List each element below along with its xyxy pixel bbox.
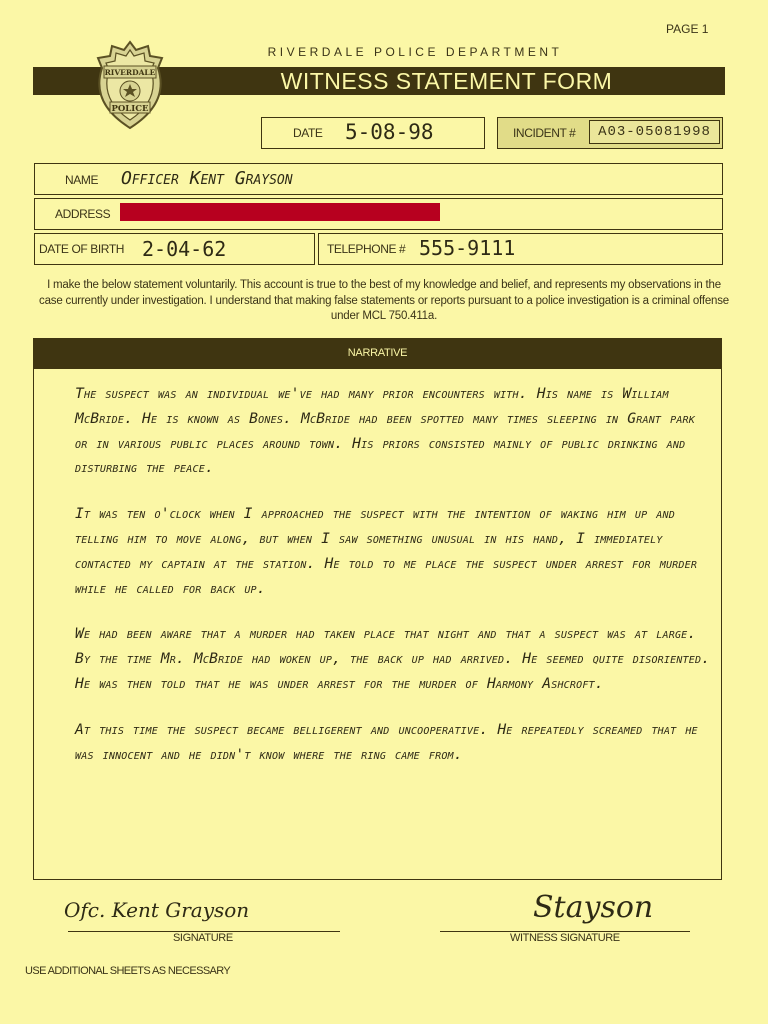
- signature-label: SIGNATURE: [173, 932, 233, 944]
- footer-note: USE ADDITIONAL SHEETS AS NECESSARY: [25, 965, 231, 977]
- svg-text:POLICE: POLICE: [111, 104, 149, 114]
- incident-number: A03-05081998: [598, 124, 711, 140]
- address-redaction: [120, 203, 440, 221]
- narrative-paragraph: We had been aware that a murder had taken place that night and that a suspect was at large. By the time Mr. McBride had woken up, the back up had arrived. He seemed quite disoriented. He was then told that he was under arrest for the murder of Harmony Ashcroft.: [75, 625, 711, 692]
- narrative-paragraph: The suspect was an individual we've had many prior encounters with. His name is William McBride. He is known as Bones. McBride had been spotted many times sleeping in Grant park or in various public places around town. His priors consisted mainly of public drinking and disturbing the peace.: [75, 385, 696, 477]
- narrative-paragraph: It was ten o'clock when I approached the suspect with the intention of waking him up and telling him to move along, but when I saw something unusual in his hand, I immediately contacted my captain at the station. He told to me place the suspect under arrest for murder while he called for back up.: [75, 505, 698, 597]
- narrative-text: [75, 382, 715, 788]
- dob-value: 2-04-62: [142, 237, 227, 261]
- address-label: ADDRESS: [55, 207, 111, 221]
- narrative-heading: NARRATIVE: [33, 338, 722, 369]
- date-label: DATE: [293, 126, 323, 140]
- dob-label: DATE OF BIRTH: [39, 242, 125, 256]
- date-value: 5-08-98: [345, 120, 434, 144]
- narrative-paragraph: At this time the suspect became belligerent and uncooperative. He repeatedly screamed that he was innocent and he didn't know where the ring came from.: [75, 720, 698, 763]
- svg-text:RIVERDALE: RIVERDALE: [104, 68, 156, 77]
- telephone-value: 555-9111: [419, 236, 516, 260]
- page-number: PAGE 1: [666, 22, 709, 36]
- name-label: NAME: [65, 173, 99, 187]
- incident-label: INCIDENT #: [513, 126, 576, 140]
- disclaimer-text: I make the below statement voluntarily. This account is true to the best of my knowledge and belief, and represents my observations in the case currently under investigation. I understand that making false statements or reports pursuant to a police investigation is a criminal offense under MCL 750.411a.: [39, 279, 729, 322]
- witness-signature-label: WITNESS SIGNATURE: [510, 932, 620, 944]
- department-name: RIVERDALE POLICE DEPARTMENT: [267, 45, 563, 59]
- police-badge-icon: [92, 38, 168, 132]
- officer-signature: Ofc. Kent Grayson: [64, 898, 250, 922]
- name-value: Officer Kent Grayson: [121, 168, 293, 189]
- form-title: WITNESS STATEMENT FORM: [280, 68, 613, 94]
- telephone-label: TELEPHONE #: [327, 242, 406, 256]
- witness-signature: Stayson: [533, 890, 654, 925]
